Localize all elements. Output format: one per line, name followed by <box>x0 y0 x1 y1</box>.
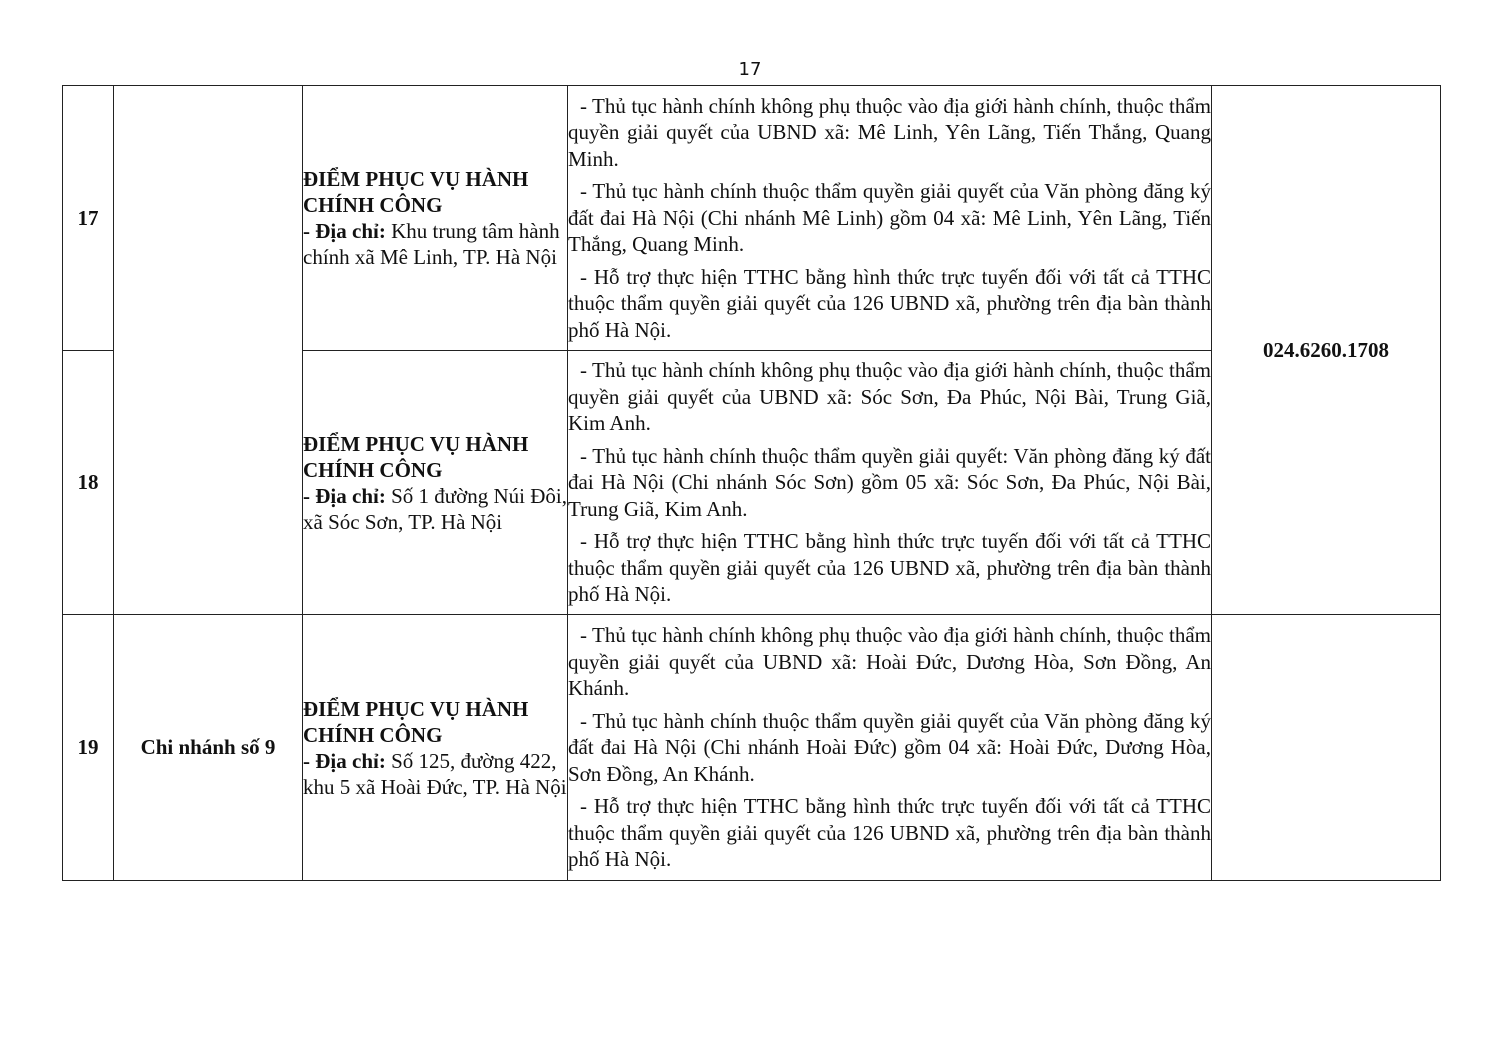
procedure-item: - Thủ tục hành chính thuộc thẩm quyền giải quyết của Văn phòng đăng ký đất đai Hà Nội (Chi nhánh Mê Linh) gồm 04 xã: Mê Linh, Yên Lãng, Tiến Thắng, Quang Minh. <box>568 179 1211 257</box>
service-point-cell <box>303 86 568 351</box>
address-text: Khu trung tâm hành chính xã Mê Linh, TP. Hà Nội <box>303 219 560 269</box>
procedures-cell <box>568 86 1212 351</box>
service-point-title: ĐIỂM PHỤC VỤ HÀNH CHÍNH CÔNG <box>303 167 529 217</box>
address-label: - Địa chỉ: <box>303 219 386 243</box>
procedure-item: - Thủ tục hành chính thuộc thẩm quyền giải quyết của Văn phòng đăng ký đất đai Hà Nội (Chi nhánh Hoài Đức) gồm 04 xã: Hoài Đức, Dương Hòa, Sơn Đồng, An Khánh. <box>568 708 1211 786</box>
branch-name: Chi nhánh số 9 <box>114 615 303 881</box>
procedure-item: - Thủ tục hành chính không phụ thuộc vào địa giới hành chính, thuộc thẩm quyền giải quyết của UBND xã: Hoài Đức, Dương Hòa, Sơn Đồng, An Khánh. <box>568 623 1211 701</box>
page-number: 17 <box>738 59 762 80</box>
procedure-item: - Hỗ trợ thực hiện TTHC bằng hình thức trực tuyến đối với tất cả TTHC thuộc thẩm quyền giải quyết của 126 UBND xã, phường trên địa bàn thành phố Hà Nội. <box>568 264 1211 342</box>
service-point-title: ĐIỂM PHỤC VỤ HÀNH CHÍNH CÔNG <box>303 431 529 482</box>
procedure-item: - Hỗ trợ thực hiện TTHC bằng hình thức trực tuyến đối với tất cả TTHC thuộc thẩm quyền giải quyết của 126 UBND xã, phường trên địa bàn thành phố Hà Nội. <box>568 794 1211 872</box>
procedures-cell <box>568 351 1212 615</box>
branch-name-cell <box>114 86 303 615</box>
procedure-item: - Thủ tục hành chính không phụ thuộc vào địa giới hành chính, thuộc thẩm quyền giải quyết của UBND xã: Mê Linh, Yên Lãng, Tiến Thắng, Quang Minh. <box>568 93 1211 171</box>
service-point-cell <box>303 351 568 615</box>
procedures-cell <box>568 615 1212 881</box>
table-row <box>63 615 1441 881</box>
address-label: - Địa chỉ: <box>303 748 386 773</box>
procedure-item: - Hỗ trợ thực hiện TTHC bằng hình thức trực tuyến đối với tất cả TTHC thuộc thẩm quyền giải quyết của 126 UBND xã, phường trên địa bàn thành phố Hà Nội. <box>568 529 1211 607</box>
phone-number: 024.6260.1708 <box>1212 86 1441 615</box>
service-point-address <box>303 748 567 800</box>
address-text: Số 1 đường Núi Đôi, xã Sóc Sơn, TP. Hà Nội <box>303 483 567 534</box>
row-number: 18 <box>63 351 114 615</box>
phone-number <box>1212 615 1441 881</box>
address-label: - Địa chỉ: <box>303 483 386 508</box>
service-point-cell <box>303 615 568 881</box>
procedure-item: - Thủ tục hành chính thuộc thẩm quyền giải quyết: Văn phòng đăng ký đất đai Hà Nội (Chi nhánh Sóc Sơn) gồm 05 xã: Sóc Sơn, Đa Phúc, Nội Bài, Trung Giã, Kim Anh. <box>568 443 1211 521</box>
address-text: Số 125, đường 422, khu 5 xã Hoài Đức, TP. Hà Nội <box>303 748 567 799</box>
procedure-item: - Thủ tục hành chính không phụ thuộc vào địa giới hành chính, thuộc thẩm quyền giải quyết của UBND xã: Sóc Sơn, Đa Phúc, Nội Bài, Trung Giã, Kim Anh. <box>568 358 1211 436</box>
service-points-table <box>62 85 1441 881</box>
service-point-address <box>303 483 567 535</box>
row-number: 19 <box>63 615 114 881</box>
table-row <box>63 86 1441 351</box>
row-number: 17 <box>63 86 114 351</box>
service-point-address <box>303 218 567 270</box>
service-point-title: ĐIỂM PHỤC VỤ HÀNH CHÍNH CÔNG <box>303 696 529 747</box>
